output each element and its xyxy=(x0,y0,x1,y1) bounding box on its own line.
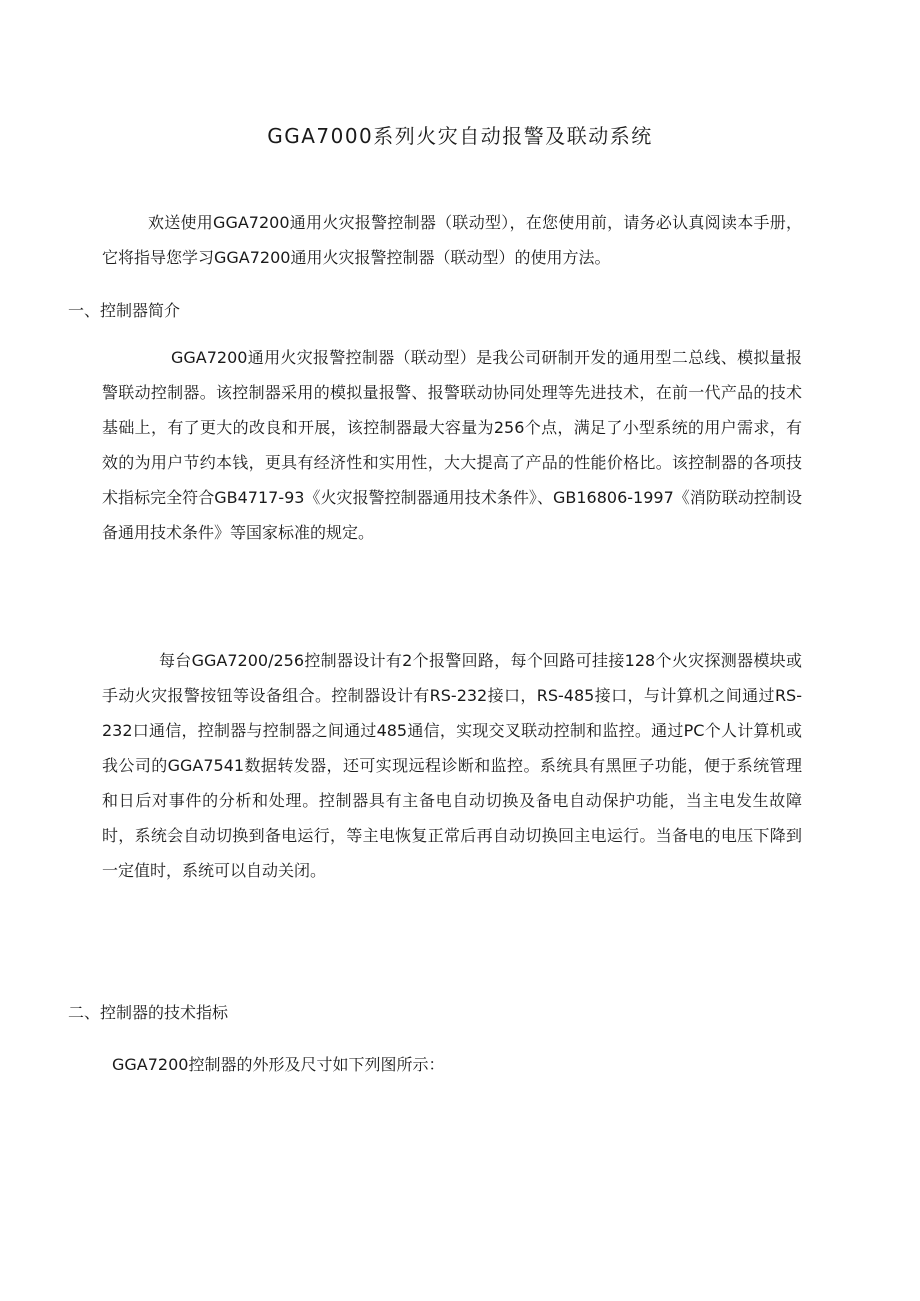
section-heading-intro: 一、控制器简介 xyxy=(68,301,181,320)
intro-paragraph: 欢送使用GGA7200通用火灾报警控制器（联动型），在您使用前，请务必认真阅读本手册，它将指导您学习GGA7200通用火灾报警控制器（联动型）的使用方法。 xyxy=(102,213,802,267)
section-heading-specs: 二、控制器的技术指标 xyxy=(68,1003,229,1022)
section1-paragraph-2: 每台GGA7200/256控制器设计有2个报警回路，每个回路可挂接128个火灾探测器模块或手动火灾报警按钮等设备组合。控制器设计有RS-232接口，RS-485接口，与计算机之间通过RS-232口通信，控制器与控制器之间通过485通信，实现交叉联动控制和监控。通过PC个人计算机或我公司的GGA7541数据转发器，还可实现远程诊断和监控。系统具有黑匣子功能，便于系统管理和日后对事件的分析和处理。控制器具有主备电自动切换及备电自动保护功能，当主电发生故障时，系统会自动切换到备电运行，等主电恢复正常后再自动切换回主电运行。当备电的电压下降到一定值时，系统可以自动关闭。 xyxy=(102,651,802,880)
section1-paragraph-1: GGA7200通用火灾报警控制器（联动型）是我公司研制开发的通用型二总线、模拟量报警联动控制器。该控制器采用的模拟量报警、报警联动协同处理等先进技术，在前一代产品的技术基础上，有了更大的改良和开展，该控制器最大容量为256个点，满足了小型系统的用户需求，有效的为用户节约本钱，更具有经济性和实用性，大大提高了产品的性能价格比。该控制器的各项技术指标完全符合GB4717-93《火灾报警控制器通用技术条件》、GB16806-1997《消防联动控制设备通用技术条件》等国家标准的规定。 xyxy=(102,348,802,542)
section2-paragraph-1: GGA7200控制器的外形及尺寸如下列图所示： xyxy=(112,1055,445,1074)
document-title: GGA7000系列火灾自动报警及联动系统 xyxy=(267,124,653,148)
